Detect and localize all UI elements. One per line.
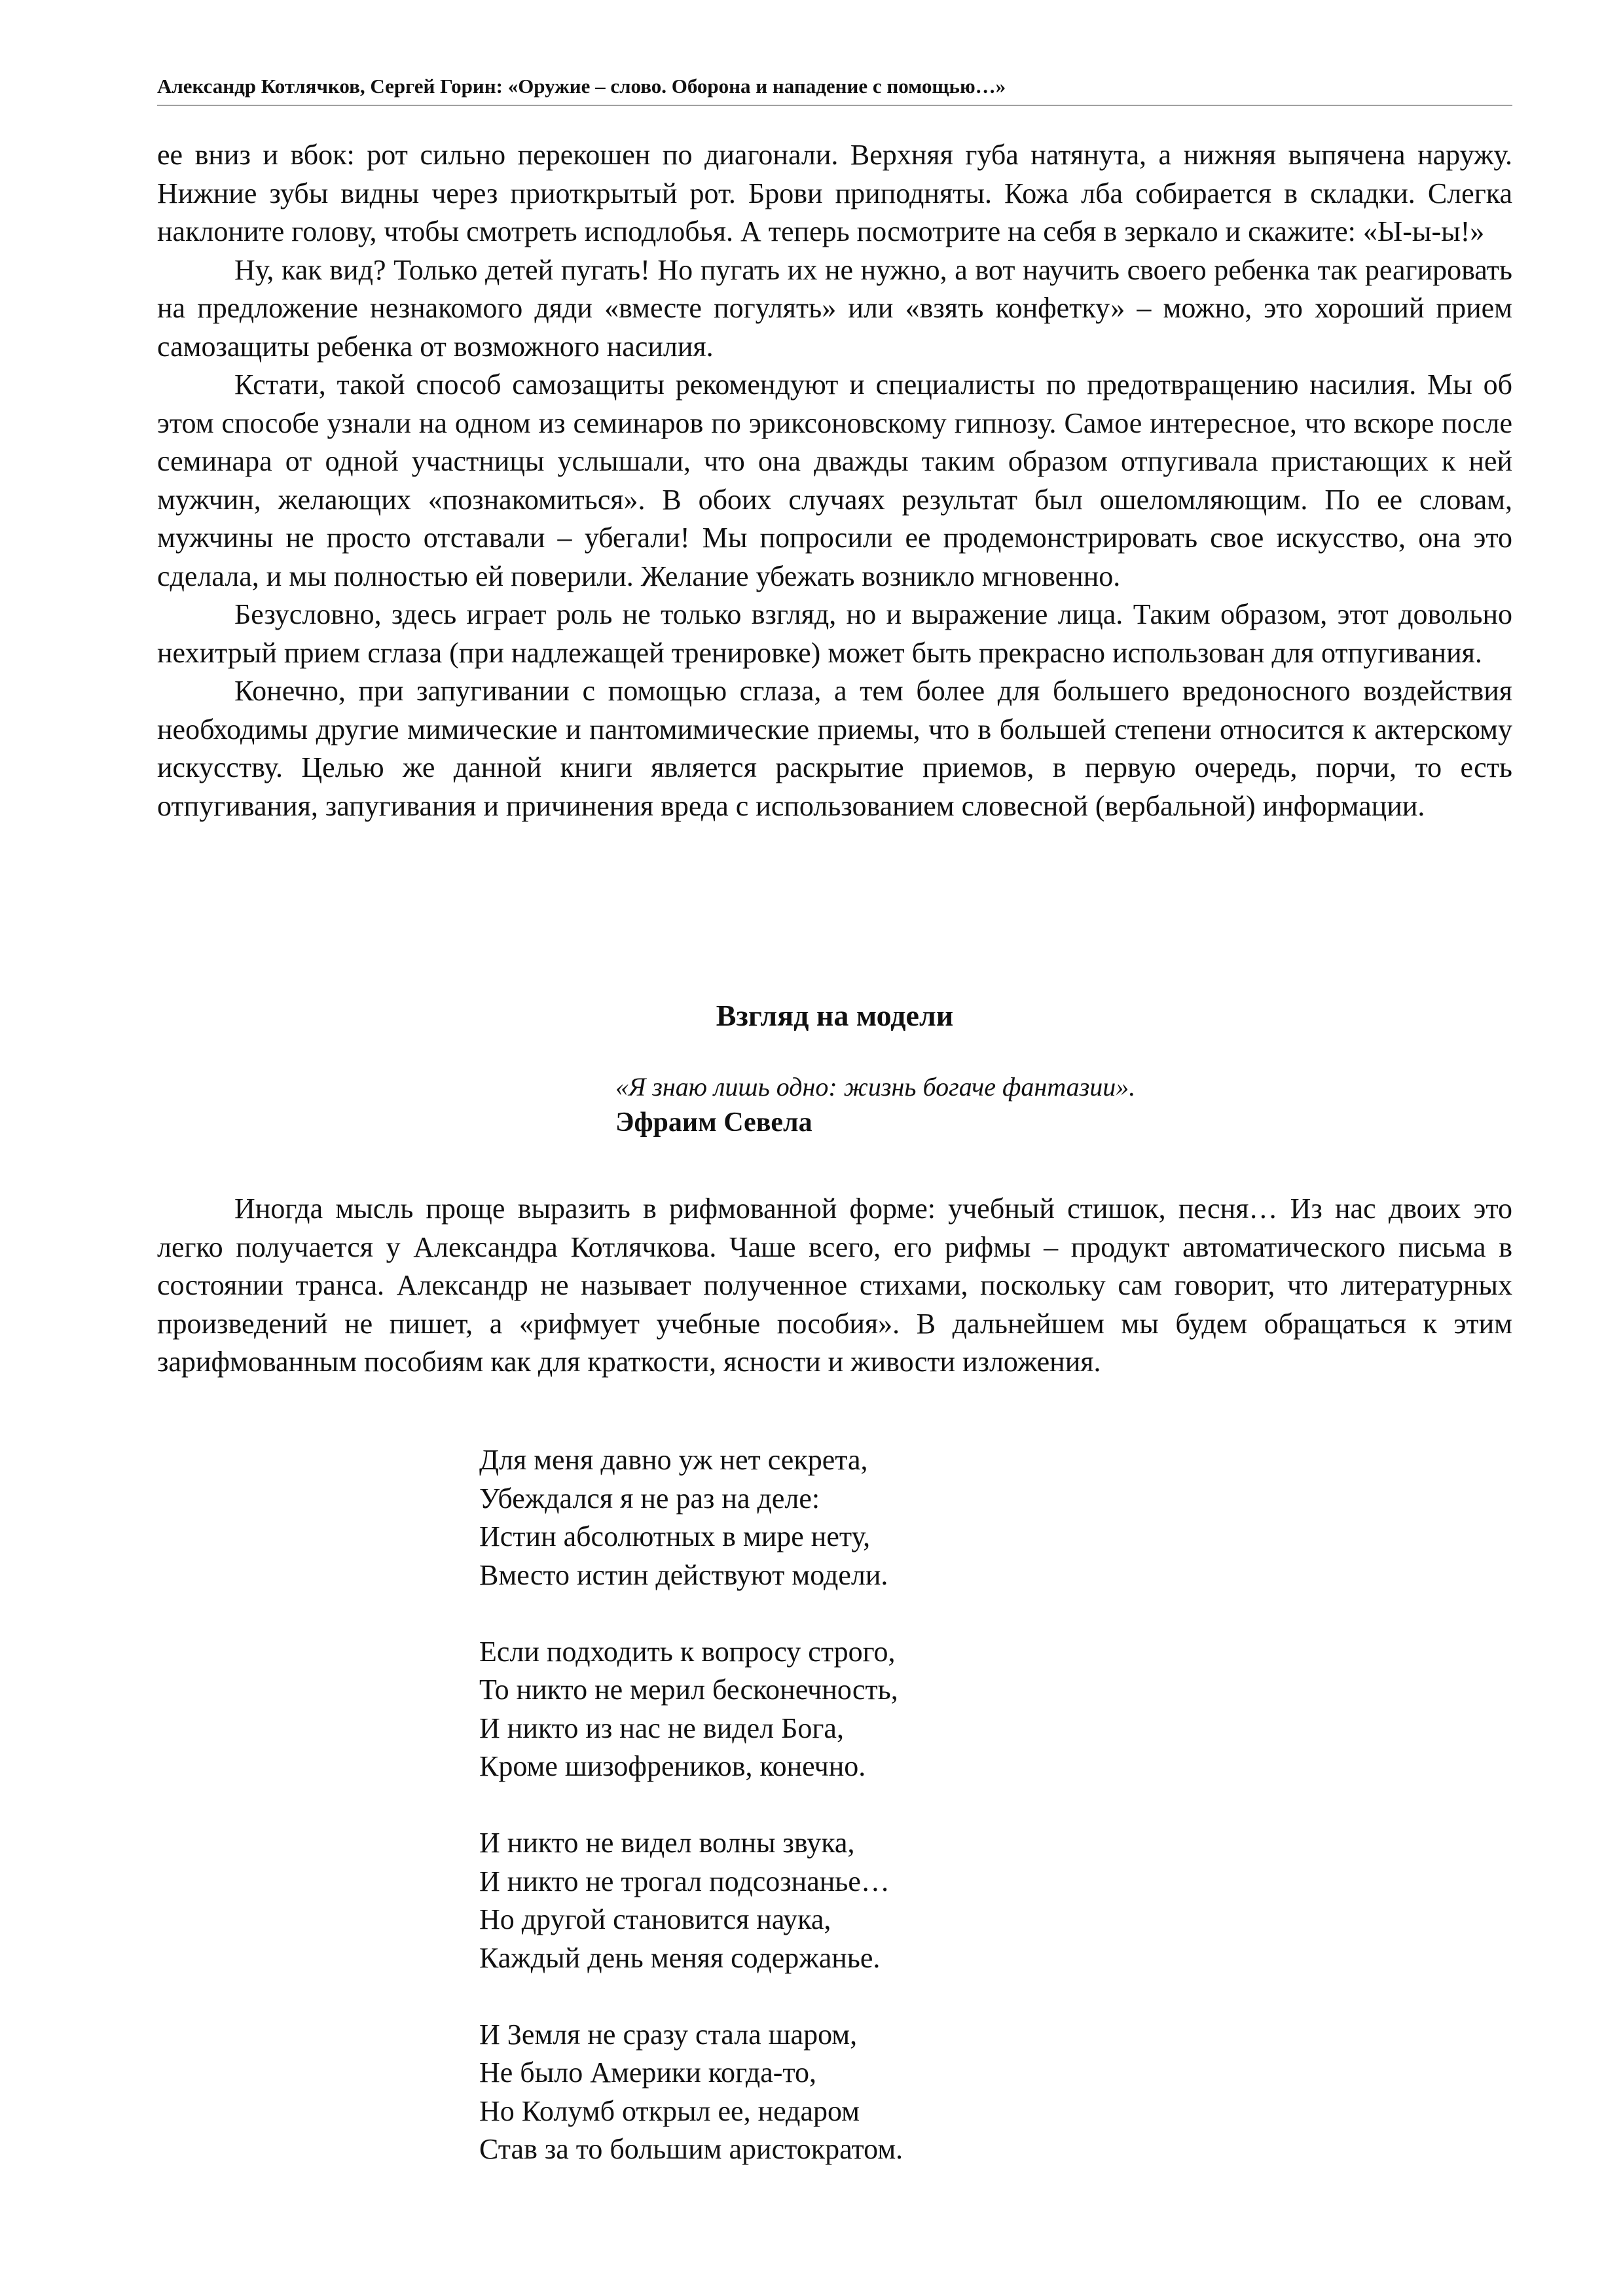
poem-line: Но Колумб открыл ее, недаром (479, 2094, 860, 2127)
poem-stanza (479, 1633, 1330, 1786)
poem-stanza (479, 1441, 1330, 1594)
paragraph: Ну, как вид? Только детей пугать! Но пугать их не нужно, а вот научить своего ребенка так реагировать на предложение незнакомого дяди «вместе погулять» или «взять конфетку» – можно, это хороший прием самозащиты ребенка от возможного насилия. (157, 253, 1512, 363)
poem-line: Вместо истин действуют модели. (479, 1558, 888, 1591)
poem-line: И никто из нас не видел Бога, (479, 1712, 844, 1744)
poem-line: Кроме шизофреников, конечно. (479, 1750, 866, 1782)
section-intro (157, 1190, 1512, 1382)
poem-line: Для меня давно уж нет секрета, (479, 1444, 868, 1476)
poem (479, 1441, 1330, 2169)
poem-line: И Земля не сразу стала шаром, (479, 2018, 858, 2051)
poem-line: То никто не мерил бесконечность, (479, 1674, 898, 1706)
poem-line: Если подходить к вопросу строго, (479, 1635, 896, 1668)
poem-line: Истин абсолютных в мире нету, (479, 1520, 871, 1552)
poem-stanza (479, 2016, 1330, 2169)
section-heading: Взгляд на модели (716, 999, 954, 1032)
header-divider (157, 105, 1512, 106)
poem-line: Став за то большим аристократом. (479, 2133, 903, 2165)
document-page (157, 0, 1512, 2296)
poem-line: И никто не видел волны звука, (479, 1827, 855, 1859)
epigraph (615, 1069, 1512, 1140)
paragraph: Кстати, такой способ самозащиты рекомендуют и специалисты по предотвращению насилия. Мы об этом способе узнали на одном из семинаров по эриксоновскому гипнозу. Самое интересное, что вскоре после семинара от одной участницы услышали, что она дважды таким образом отпугивала пристающих к ней мужчин, желающих «познакомиться». В обоих случаях результат был ошеломляющим. По ее словам, мужчины не просто отставали – убегали! Мы попросили ее продемонстрировать свое искусство, она это сделала, и мы полностью ей поверили. Желание убежать возникло мгновенно. (157, 368, 1512, 592)
main-text (157, 136, 1512, 825)
poem-line: Убеждался я не раз на деле: (479, 1482, 820, 1515)
paragraph: Иногда мысль проще выразить в рифмованной форме: учебный стишок, песня… Из нас двоих это легко получается у Александра Котлячкова. Чаше всего, его рифмы – продукт автоматического письма в состоянии транса. Александр не называет полученное стихами, поскольку сам говорит, что литературных произведений не пишет, а «рифмует учебные пособия». В дальнейшем мы будем обращаться к этим зарифмованным пособиям как для краткости, ясности и живости изложения. (157, 1193, 1512, 1378)
paragraph: Конечно, при запугивании с помощью сглаза, а тем более для большего вредоносного воздействия необходимы другие мимические и пантомимические приемы, что в большей степени относится к актерскому искусству. Целью же данной книги является раскрытие приемов, в первую очередь, порчи, то есть отпугивания, запугивания и причинения вреда с использованием словесной (вербальной) информации. (157, 675, 1512, 822)
poem-line: Не было Америки когда-то, (479, 2056, 817, 2089)
epigraph-quote: «Я знаю лишь одно: жизнь богаче фантазии». (615, 1072, 1136, 1102)
poem-line: Каждый день меняя содержанье. (479, 1941, 881, 1974)
poem-line: И никто не трогал подсознанье… (479, 1865, 890, 1897)
poem-stanza (479, 1824, 1330, 1977)
paragraph: ее вниз и вбок: рот сильно перекошен по диагонали. Верхняя губа натянута, а нижняя выпячена наружу. Нижние зубы видны через приоткрытый рот. Брови приподняты. Кожа лба собирается в складки. Слегка наклоните голову, чтобы смотреть исподлобья. А теперь посмотрите на себя в зеркало и скажите: «Ы-ы-ы!» (157, 139, 1512, 247)
running-header: Александр Котлячков, Сергей Горин: «Оружие – слово. Оборона и нападение с помощью…» (157, 75, 1006, 98)
poem-line: Но другой становится наука, (479, 1903, 831, 1935)
paragraph: Безусловно, здесь играет роль не только взгляд, но и выражение лица. Таким образом, этот довольно нехитрый прием сглаза (при надлежащей тренировке) может быть прекрасно использован для отпугивания. (157, 598, 1512, 669)
epigraph-author: Эфраим Севела (615, 1107, 812, 1138)
